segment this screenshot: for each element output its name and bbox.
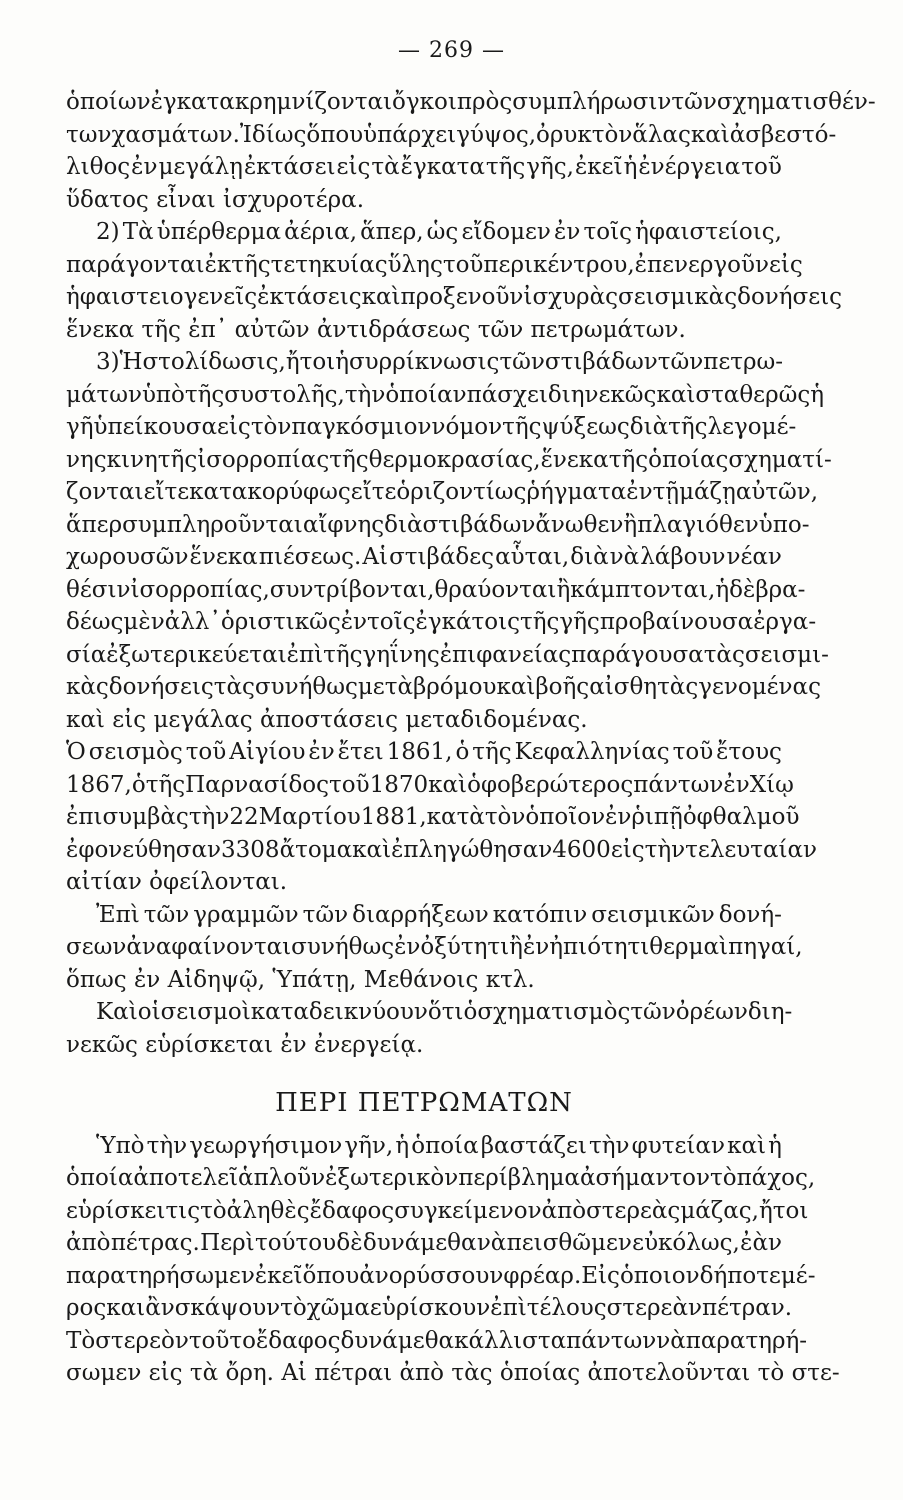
text-line: ὁποία ἀποτελεῖ ἁπλοῦν ἐξωτερικὸν περίβλημα ἀσήμαντον τὸ πάχος,: [66, 1165, 816, 1191]
text-line: σωμεν εἰς τὰ ὄρη. Αἱ πέτραι ἀπὸ τὰς ὁποίας ἀποτελοῦνται τὸ στε-: [66, 1360, 840, 1386]
text-line: των χασμάτων. Ἰδίως ὅπου ὑπάρχει γύψος, ὀρυκτὸν ἅλας καὶ ἀσβεστό-: [66, 121, 837, 148]
paragraph: [66, 216, 843, 346]
text-line: ὕδατος εἶναι ἰσχυροτέρα.: [66, 186, 365, 213]
text-line: δέως μὲν ἀλλ᾽ ὁριστικῶς ἐν τοῖς ἐγκάτοις τῆς γῆς προβαίνουσα ἐργα-: [66, 609, 817, 635]
text-line: θέσιν ἰσορροπίας, συντρίβονται, θραύονται ἢ κάμπτονται, ἡ δὲ βρα-: [66, 576, 806, 603]
text-line: Καὶ οἱ σεισμοὶ καταδεικνύουν ὅτι ὁ σχηματισμὸς τῶν ὀρέων διη-: [96, 999, 793, 1025]
paragraph: [66, 1130, 840, 1390]
text-line: 3) Ἡ στολίδωσις, ἤτοι ἡ συρρίκνωσις τῶν στιβάδων τῶν πετρω-: [96, 349, 784, 375]
text-line: εὑρίσκει τις τὸ ἀληθὲς ἔδαφος συγκείμενον ἀπὸ στερεὰς μάζας, ἤτοι: [66, 1197, 809, 1224]
text-line: ἀπὸ πέτρας. Περὶ τούτου δὲ δυνάμεθα νὰ πεισθῶμεν εὐκόλως, ἐὰν: [66, 1230, 782, 1256]
paragraph: [66, 736, 818, 899]
body-text: [66, 86, 876, 1390]
text-line: ρος και ἂν σκάψουν τὸ χῶμα εὑρίσκουν ἐπὶ τέλους στερεὰν πέτραν.: [66, 1295, 793, 1321]
text-line: νεκῶς εὑρίσκεται ἐν ἐνεργείᾳ.: [66, 1031, 424, 1058]
text-line: κὰς δονήσεις τὰς συνήθως μετὰ βρόμου καὶ βοῆς αἰσθητὰς γενομένας: [66, 674, 821, 700]
text-line: ἐπισυμβὰς τὴν 22 Μαρτίου 1881, κατὰ τὸν ὁποῖον ἐν ῥιπῇ ὀφθαλμοῦ: [66, 804, 800, 830]
text-line: ὅπως ἐν Αἰδηψῷ, Ὑπάτῃ, Μεθάνοις κτλ.: [66, 966, 535, 993]
paragraph: [66, 996, 793, 1061]
section-heading: ΠΕΡΙ ΠΕΤΡΩΜΑΤΩΝ: [275, 1088, 573, 1118]
text-line: αἰτίαν ὀφείλονται.: [66, 869, 288, 895]
paragraphs-after: [66, 1130, 840, 1390]
text-line: γῆ ὑπείκουσα εἰς τὸν παγκόσμιον νόμον τῆς ψύξεως διὰ τῆς λεγομέ-: [66, 414, 797, 440]
text-line: σία ἐξωτερικεύεται ἐπὶ τῆς γηΐνης ἐπιφανείας παράγουσα τὰς σεισμι-: [66, 641, 829, 668]
text-line: ἡφαιστειογενεῖς ἐκτάσεις καὶ προξενοῦν ἰσχυρὰς σεισμικὰς δονήσεις: [66, 284, 843, 310]
text-line: Τὸ στερεὸν τοῦτο ἔδαφος δυνάμεθα κάλλιστα πάντων νὰ παρατηρή-: [66, 1327, 808, 1354]
spacer: [66, 1120, 782, 1130]
text-line: ζονται εἴτε κατακορύφως εἴτε ὁριζοντίως ῥήγματα ἐν τῇ μάζῃ αὐτῶν,: [66, 479, 819, 505]
text-line: Ὁ σεισμὸς τοῦ Αἰγίου ἐν ἔτει 1861, ὁ τῆς Κεφαλληνίας τοῦ ἔτους: [66, 739, 782, 765]
text-line: Ἐπὶ τῶν γραμμῶν τῶν διαρρήξεων κατόπιν σεισμικῶν δονή-: [96, 901, 782, 928]
text-line: παράγονται ἐκ τῆς τετηκυίας ὕλης τοῦ περικέντρου, ἐπενεργοῦν εἰς: [66, 251, 803, 278]
spacer: [66, 1061, 782, 1087]
text-line: χωρουσῶν ἕνεκα πιέσεως. Αἱ στιβάδες αὗται, διὰ νὰ λάβουν νέαν: [66, 544, 782, 570]
text-line: παρατηρήσωμεν ἐκεῖ ὅπου ἀνορύσσουν φρέαρ. Εἰς ὁποιονδήποτε μέ-: [66, 1262, 816, 1289]
text-line: σεων ἀναφαίνονται συνήθως ἐν ὀξύτητι ἢ ἐν ἠπιότητι θερμαὶ πηγαί,: [66, 934, 803, 960]
paragraph: [66, 86, 876, 216]
page-number: — 269 —: [398, 38, 505, 63]
paragraph: [66, 346, 832, 736]
text-line: λιθος ἐν μεγάλῃ ἐκτάσει εἰς τὰ ἔγκατα τῆς γῆς, ἐκεῖ ἡ ἐνέργεια τοῦ: [66, 154, 782, 180]
text-line: μάτων ὑπὸ τῆς συστολῆς, τὴν ὁποίαν πάσχει διηνεκῶς καὶ σταθερῶς ἡ: [66, 381, 825, 408]
text-line: νης κινητῆς ἰσορροπίας τῆς θερμοκρασίας, ἕνεκα τῆς ὁποίας σχηματί-: [66, 446, 832, 473]
text-line: ἐφονεύθησαν 3308 ἄτομα καὶ ἐπληγώθησαν 4600 εἰς τὴν τελευταίαν: [66, 836, 818, 863]
text-line: ἅπερ συμπληροῦνται αἴφνης διὰ στιβάδων ἄνωθεν ἢ πλαγιόθεν ὑπο-: [66, 511, 810, 538]
text-line: 2) Τὰ ὑπέρθερμα ἀέρια, ἅπερ, ὡς εἴδομεν ἐν τοῖς ἡφαιστείοις,: [96, 219, 782, 245]
text-line: Ὑπὸ τὴν γεωργήσιμον γῆν, ἡ ὁποία βαστάζει τὴν φυτείαν καὶ ἡ: [96, 1132, 782, 1159]
text-line: καὶ εἰς μεγάλας ἀποστάσεις μεταδιδομένας.: [66, 706, 588, 733]
text-line: ὁποίων ἐγκατακρημνίζονται ὄγκοι πρὸς συμπλήρωσιν τῶν σχηματισθέν-: [66, 89, 876, 115]
text-line: 1867, ὁ τῆς Παρνασίδος τοῦ 1870 καὶ ὁ φοβερώτερος πάντων ἐν Χίῳ: [66, 771, 794, 798]
paragraph: [66, 899, 803, 997]
paragraphs-before: [66, 86, 876, 1061]
text-line: ἕνεκα τῆς ἐπ᾽ αὐτῶν ἀντιδράσεως τῶν πετρωμάτων.: [66, 316, 686, 343]
